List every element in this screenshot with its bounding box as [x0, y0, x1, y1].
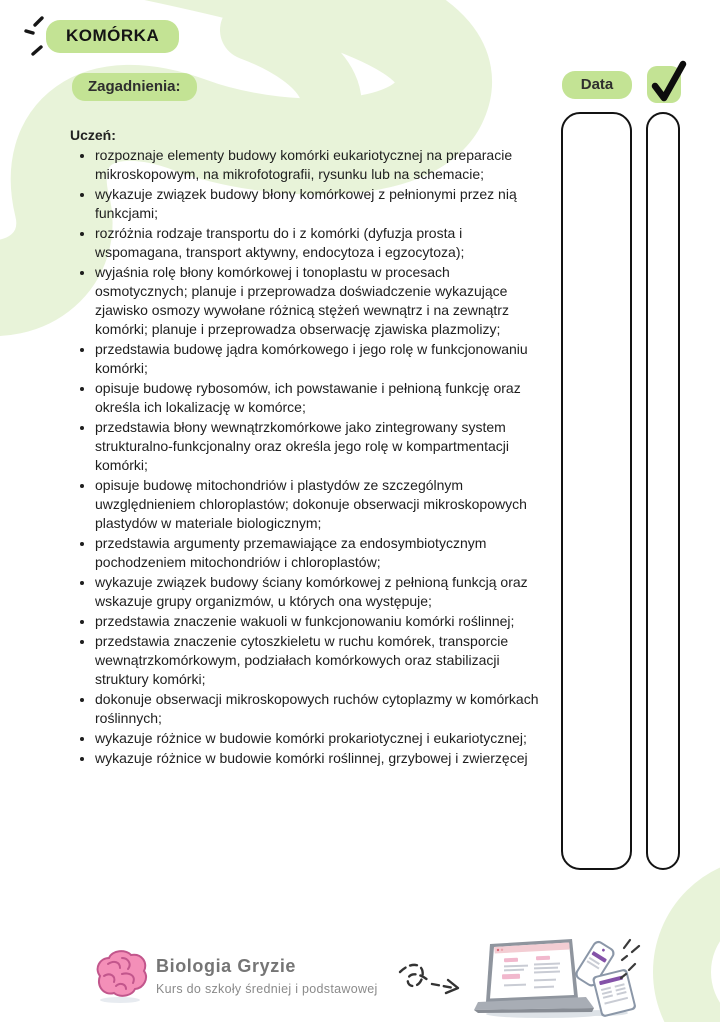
topic-item: • przedstawia budowę jądra komórkowego i jego rolę w funkcjonowaniu komórki; — [95, 340, 542, 378]
topic-item: • dokonuje obserwacji mikroskopowych ruchów cytoplazmy w komórkach roślinnych; — [95, 690, 542, 728]
topic-item: • opisuje budowę mitochondriów i plastydów ze szczególnym uwzględnieniem chloroplastów; dokonuje obserwacji mikroskopowych plastydów w materiale biologicznym; — [95, 476, 542, 533]
check-icon — [645, 56, 689, 106]
brand-name: Biologia Gryzie — [156, 956, 297, 976]
check-column-header — [647, 66, 681, 103]
green-ring-decor — [682, 886, 720, 1022]
topic-item: • wykazuje różnice w budowie komórki roślinnej, grzybowej i zwierzęcej — [95, 749, 542, 768]
date-entry-column — [561, 112, 632, 870]
date-column-header: Data — [562, 71, 632, 99]
topic-item: • wykazuje związek budowy ściany komórkowej z pełnioną funkcją oraz wskazuje grupy organizmów, u których ona występuje; — [95, 573, 542, 611]
check-entry-column — [646, 112, 680, 870]
section-label: Zagadnienia: — [72, 73, 197, 101]
brand-tagline: Kurs do szkoły średniej i podstawowej — [156, 982, 378, 996]
page-title: KOMÓRKA — [46, 20, 179, 53]
topic-item: • przedstawia znaczenie wakuoli w funkcjonowaniu komórki roślinnej; — [95, 612, 542, 631]
topic-item: • rozróżnia rodzaje transportu do i z komórki (dyfuzja prosta i wspomagana, transport aktywny, endocytoza i egzocytoza); — [95, 224, 542, 262]
intro-label: Uczeń: — [70, 127, 116, 143]
logo-shadow — [100, 997, 140, 1003]
topic-item: • przedstawia argumenty przemawiające za endosymbiotycznym pochodzeniem mitochondriów i chloroplastów; — [95, 534, 542, 572]
topic-item: • opisuje budowę rybosomów, ich powstawanie i pełnioną funkcję oraz określa ich lokalizację w komórce; — [95, 379, 542, 417]
topic-item: • wyjaśnia rolę błony komórkowej i tonoplastu w procesach osmotycznych; planuje i przeprowadza doświadczenie wykazujące zjawisko osmozy wywołane różnicą stężeń wewnątrz i na zewnątrz komórki; planuje i przeprowadza obserwację zjawiska plazmolizy; — [95, 263, 542, 339]
topic-item: • wykazuje różnice w budowie komórki prokariotycznej i eukariotycznej; — [95, 729, 542, 748]
topic-item: • rozpoznaje elementy budowy komórki eukariotycznej na preparacie mikroskopowym, na mikrofotografii, rysunku lub na schemacie; — [95, 146, 542, 184]
topics-section — [70, 127, 542, 769]
topic-item: • przedstawia błony wewnątrzkomórkowe jako zintegrowany system strukturalno-funkcjonalny oraz określa jego rolę w kompartmentacji komórki; — [95, 418, 542, 475]
laptop-phone-tablet-illustration — [474, 934, 652, 1020]
brain-logo-icon — [92, 946, 150, 1006]
topic-item: • wykazuje związek budowy błony komórkowej z pełnionymi przez nią funkcjami; — [95, 185, 542, 223]
topic-item: • przedstawia znaczenie cytoszkieletu w ruchu komórek, transporcie wewnątrzkomórkowym, podziałach komórkowych oraz stabilizacji struktury komórki; — [95, 632, 542, 689]
dashed-arrow-icon — [396, 958, 474, 1006]
topics-list — [70, 146, 542, 768]
